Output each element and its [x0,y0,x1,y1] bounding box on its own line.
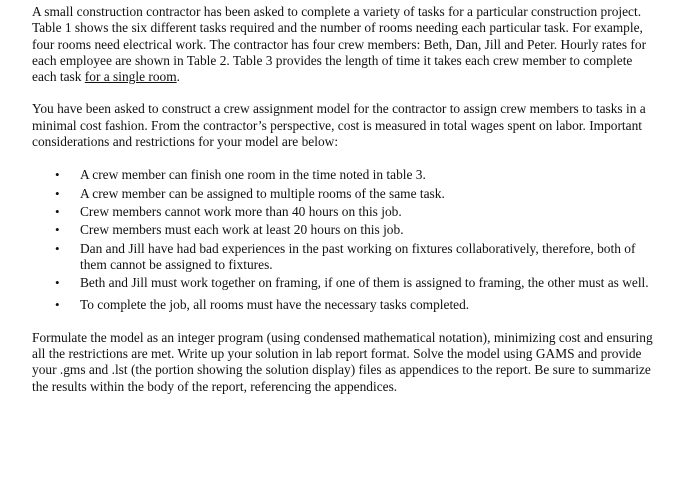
list-item-text: Crew members cannot work more than 40 hours on this job. [80,203,402,219]
list-item-text: To complete the job, all rooms must have the necessary tasks completed. [80,297,470,313]
list-item [32,297,657,313]
intro-period: . [176,69,181,85]
list-item [32,167,657,183]
list-item-text: A crew member can be assigned to multiple rooms of the same task. [80,185,445,201]
bullet-icon: • [55,222,60,238]
list-item-text: A crew member can finish one room in the time noted in table 3. [80,167,426,183]
list-item [32,275,657,291]
list-item-text: Crew members must each work at least 20 hours on this job. [80,222,404,238]
list-item-text: Dan and Jill have had bad experiences in the past working on fixtures collaboratively, therefore, both of them cannot be assigned to fixtures. [80,240,636,272]
bullet-icon: • [55,167,60,183]
formulation-paragraph: Formulate the model as an integer program (using condensed mathematical notation), minimizing cost and ensuring all the restrictions are met. Write up your solution in lab report format. Solve the model using GAMS and provide your .gms and .lst (the portion showing the solution display) files as appendices to the report. Be sure to summarize the results within the body of the report, referencing the appendices. [32,329,653,394]
bullet-icon: • [55,203,60,219]
bullet-icon: • [55,185,60,201]
list-item [32,222,657,238]
intro-text: A small construction contractor has been asked to complete a variety of tasks for a particular construction project. Table 1 shows the six different tasks required and the number of rooms needing each particular task. For example, four rooms need electrical work. The contractor has four crew members: Beth, Dan, Jill and Peter. Hourly rates for each employee are shown in Table 2. Table 3 provides the length of time it takes each crew member to complete each task [32,4,647,85]
list-item [32,186,657,202]
single-room-underlined-text: for a single room [84,69,177,85]
intro-paragraph [32,4,657,85]
list-item [32,241,657,274]
bullet-icon: • [55,240,60,256]
bullet-icon: • [55,297,60,313]
task-paragraph: You have been asked to construct a crew assignment model for the contractor to assign crew members to tasks in a minimal cost fashion. From the contractor’s perspective, cost is measured in total wages spent on labor. Important considerations and restrictions for your model are below: [32,101,646,150]
restrictions-list [32,167,657,313]
list-item-text: Beth and Jill must work together on framing, if one of them is assigned to framing, the other must as well. [80,275,649,291]
list-item [32,204,657,220]
bullet-icon: • [55,275,60,291]
